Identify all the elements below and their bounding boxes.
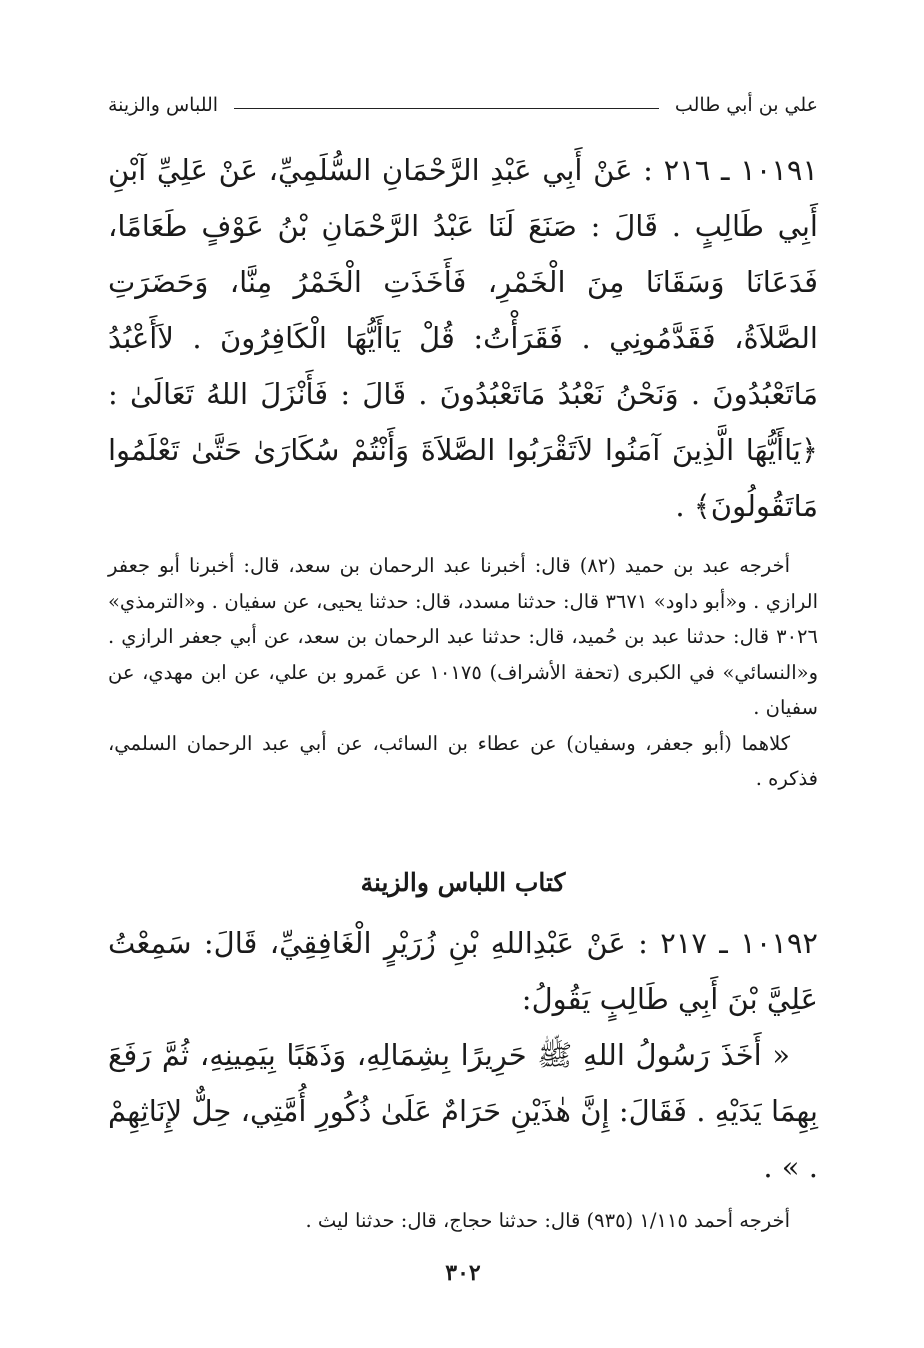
header-left-title: اللباس والزينة bbox=[108, 94, 219, 116]
takhrij-217-text: أخرجه أحمد ١/١١٥ (٩٣٥) قال: حدثنا حجاج، قال: حدثنا ليث . bbox=[305, 1208, 790, 1232]
chapter-title: كتاب اللباس والزينة bbox=[360, 867, 566, 897]
takhrij-216-para2: كلاهما (أبو جعفر، وسفيان) عن عطاء بن السائب، عن أبي عبد الرحمان السلمي، فذكره . bbox=[108, 731, 818, 790]
hadith-217-quote: « أَخَذَ رَسُولُ اللهِ ﷺ حَرِيرًا بِشِمَالِهِ، وَذَهَبًا بِيَمِينِهِ، ثُمَّ رَفَعَ بِهِمَا يَدَيْهِ . فَقَالَ: إِنَّ هٰذَيْنِ حَرَامٌ عَلَىٰ ذُكُورِ أُمَّتِي، حِلٌّ لإِنَاثِهِمْ . » . bbox=[108, 1037, 818, 1184]
header-right-title: علي بن أبي طالب bbox=[674, 94, 818, 116]
page-body bbox=[108, 88, 818, 1238]
takhrij-216-para1: أخرجه عبد بن حميد (٨٢) قال: أخبرنا عبد الرحمان بن سعد، قال: أخبرنا أبو جعفر الرازي . و«أبو داود» ٣٦٧١ قال: حدثنا مسدد، قال: حدثنا يحيى، عن سفيان . و«الترمذي» ٣٠٢٦ قال: حدثنا عبد بن حُميد، قال: حدثنا عبد الرحمان بن سعد، عن أبي جعفر الرازي . و«النسائي» في الكبرى (تحفة الأشراف) ١٠١٧٥ عن عَمرو بن علي، عن ابن مهدي، عن سفيان . bbox=[108, 554, 818, 719]
hadith-217-intro: ١٠١٩٢ ـ ٢١٧ : عَنْ عَبْدِاللهِ بْنِ زُرَيْرٍ الْغَافِقِيِّ، قَالَ: سَمِعْتُ عَلِيَّ بْنَ أَبِي طَالِبٍ يَقُولُ: bbox=[108, 925, 819, 1016]
running-header bbox=[108, 88, 818, 122]
page-number: ٣٠٢ bbox=[445, 1260, 481, 1286]
hadith-216-text: ١٠١٩١ ـ ٢١٦ : عَنْ أَبِي عَبْدِ الرَّحْمَانِ السُّلَمِيِّ، عَنْ عَلِيِّ آبْنِ أَبِي طَالِبٍ . قَالَ : صَنَعَ لَنَا عَبْدُ الرَّحْمَانِ بْنُ عَوْفٍ طَعَامًا، فَدَعَانَا وَسَقَانَا مِنَ الْخَمْرِ، فَأَخَذَتِ الْخَمْرُ مِنَّا، وَحَضَرَتِ الصَّلاَةُ، فَقَدَّمُونِي . فَقَرَأْتُ: قُلْ يَاأَيُّهَا الْكَافِرُونَ . لاَأَعْبُدُ مَاتَعْبُدُونَ . وَنَحْنُ نَعْبُدُ مَاتَعْبُدُونَ . قَالَ : فَأَنْزَلَ اللهُ تَعَالَىٰ : ﴿يَاأَيُّهَا الَّذِينَ آمَنُوا لاَتَقْرَبُوا الصَّلاَةَ وَأَنْتُمْ سُكَارَىٰ حَتَّىٰ تَعْلَمُوا مَاتَقُولُونَ﴾ . bbox=[108, 153, 819, 523]
header-rule bbox=[234, 108, 659, 109]
